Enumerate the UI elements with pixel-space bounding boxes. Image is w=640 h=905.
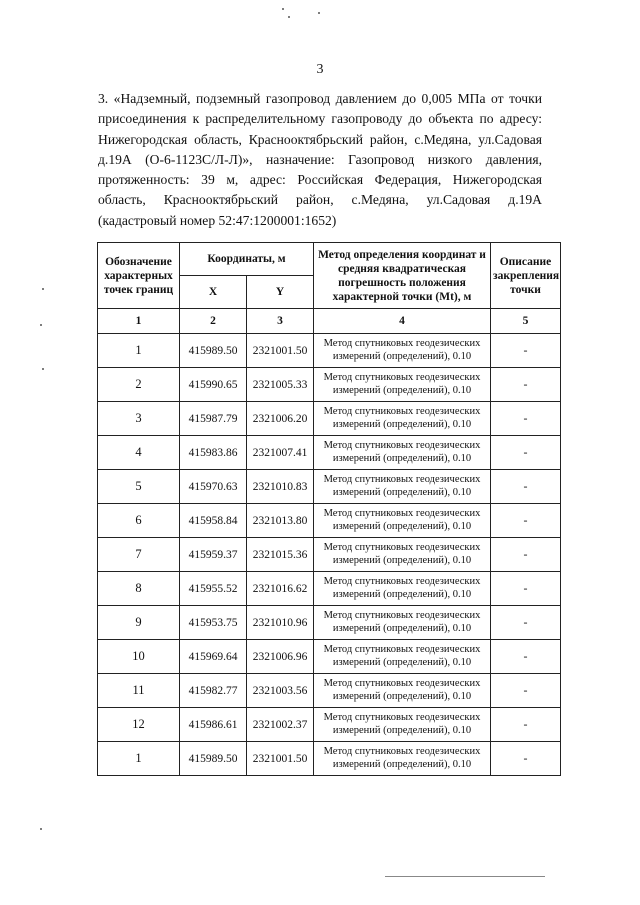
y-coordinate: 2321006.96 — [247, 640, 314, 674]
description-cell: - — [491, 538, 561, 572]
point-id: 8 — [98, 572, 180, 606]
point-id: 11 — [98, 674, 180, 708]
y-coordinate: 2321002.37 — [247, 708, 314, 742]
point-id: 7 — [98, 538, 180, 572]
table-row — [98, 640, 561, 674]
scan-speck — [282, 8, 284, 10]
table-row — [98, 368, 561, 402]
y-coordinate: 2321013.80 — [247, 504, 314, 538]
point-id: 1 — [98, 334, 180, 368]
x-coordinate: 415959.37 — [180, 538, 247, 572]
column-number: 5 — [491, 309, 561, 334]
table-row — [98, 334, 561, 368]
header-description: Описание закрепления точки — [491, 243, 561, 309]
column-number: 1 — [98, 309, 180, 334]
scan-speck — [318, 12, 320, 14]
table-row — [98, 504, 561, 538]
y-coordinate: 2321007.41 — [247, 436, 314, 470]
method-cell: Метод спутниковых геодезических измерений (определений), 0.10 — [314, 402, 491, 436]
description-cell: - — [491, 368, 561, 402]
x-coordinate: 415990.65 — [180, 368, 247, 402]
method-cell: Метод спутниковых геодезических измерений (определений), 0.10 — [314, 606, 491, 640]
description-cell: - — [491, 504, 561, 538]
coordinates-table — [97, 242, 561, 776]
description-cell: - — [491, 674, 561, 708]
y-coordinate: 2321001.50 — [247, 334, 314, 368]
column-number: 2 — [180, 309, 247, 334]
column-number: 4 — [314, 309, 491, 334]
description-cell: - — [491, 436, 561, 470]
method-cell: Метод спутниковых геодезических измерений (определений), 0.10 — [314, 640, 491, 674]
y-coordinate: 2321005.33 — [247, 368, 314, 402]
table-row — [98, 402, 561, 436]
header-method: Метод определения координат и средняя квадратическая погрешность положения характерной точки (Mt), м — [314, 243, 491, 309]
x-coordinate: 415970.63 — [180, 470, 247, 504]
method-cell: Метод спутниковых геодезических измерений (определений), 0.10 — [314, 436, 491, 470]
point-id: 1 — [98, 742, 180, 776]
page-number: 3 — [316, 62, 324, 77]
point-id: 12 — [98, 708, 180, 742]
scan-speck — [42, 368, 44, 370]
x-coordinate: 415989.50 — [180, 742, 247, 776]
point-id: 9 — [98, 606, 180, 640]
description-cell: - — [491, 334, 561, 368]
description-cell: - — [491, 606, 561, 640]
point-id: 2 — [98, 368, 180, 402]
y-coordinate: 2321015.36 — [247, 538, 314, 572]
column-number: 3 — [247, 309, 314, 334]
header-y: Y — [247, 276, 314, 309]
scan-speck — [288, 16, 290, 18]
description-cell: - — [491, 470, 561, 504]
method-cell: Метод спутниковых геодезических измерений (определений), 0.10 — [314, 504, 491, 538]
table-row — [98, 572, 561, 606]
method-cell: Метод спутниковых геодезических измерений (определений), 0.10 — [314, 572, 491, 606]
x-coordinate: 415982.77 — [180, 674, 247, 708]
point-id: 5 — [98, 470, 180, 504]
method-cell: Метод спутниковых геодезических измерений (определений), 0.10 — [314, 334, 491, 368]
x-coordinate: 415953.75 — [180, 606, 247, 640]
method-cell: Метод спутниковых геодезических измерений (определений), 0.10 — [314, 368, 491, 402]
table-row — [98, 470, 561, 504]
point-id: 6 — [98, 504, 180, 538]
y-coordinate: 2321016.62 — [247, 572, 314, 606]
y-coordinate: 2321001.50 — [247, 742, 314, 776]
point-id: 4 — [98, 436, 180, 470]
point-id: 10 — [98, 640, 180, 674]
header-coordinates: Координаты, м — [180, 243, 314, 276]
x-coordinate: 415983.86 — [180, 436, 247, 470]
description-cell: - — [491, 742, 561, 776]
footer-rule — [385, 876, 545, 877]
x-coordinate: 415969.64 — [180, 640, 247, 674]
header-x: X — [180, 276, 247, 309]
table-row — [98, 742, 561, 776]
table-row — [98, 606, 561, 640]
y-coordinate: 2321010.96 — [247, 606, 314, 640]
y-coordinate: 2321006.20 — [247, 402, 314, 436]
scan-speck — [40, 828, 42, 830]
description-cell: - — [491, 402, 561, 436]
x-coordinate: 415958.84 — [180, 504, 247, 538]
table-row — [98, 708, 561, 742]
x-coordinate: 415955.52 — [180, 572, 247, 606]
x-coordinate: 415989.50 — [180, 334, 247, 368]
method-cell: Метод спутниковых геодезических измерений (определений), 0.10 — [314, 742, 491, 776]
y-coordinate: 2321010.83 — [247, 470, 314, 504]
description-cell: - — [491, 708, 561, 742]
method-cell: Метод спутниковых геодезических измерений (определений), 0.10 — [314, 674, 491, 708]
table-row — [98, 436, 561, 470]
x-coordinate: 415986.61 — [180, 708, 247, 742]
table-row — [98, 674, 561, 708]
header-point: Обозначение характерных точек границ — [98, 243, 180, 309]
method-cell: Метод спутниковых геодезических измерений (определений), 0.10 — [314, 470, 491, 504]
table-row — [98, 538, 561, 572]
method-cell: Метод спутниковых геодезических измерений (определений), 0.10 — [314, 708, 491, 742]
x-coordinate: 415987.79 — [180, 402, 247, 436]
scan-speck — [40, 324, 42, 326]
scan-speck — [42, 288, 44, 290]
description-cell: - — [491, 572, 561, 606]
object-description: 3. «Надземный, подземный газопровод давлением до 0,005 МПа от точки присоединения к распределительному газопроводу до объекта по адресу: Нижегородская область, Краснооктябрьский район, с.Медяна, ул.Садовая д.19А (О-6-1123С/Л-Л)», назначение: Газопровод низкого давления, протяженность: 39 м, адрес: Российская Федерация, Нижегородская область, Краснооктябрьский район, с.Медяна, ул.Садовая д.19А (кадастровый номер 52:47:1200001:1652) — [98, 91, 542, 228]
method-cell: Метод спутниковых геодезических измерений (определений), 0.10 — [314, 538, 491, 572]
y-coordinate: 2321003.56 — [247, 674, 314, 708]
point-id: 3 — [98, 402, 180, 436]
description-cell: - — [491, 640, 561, 674]
